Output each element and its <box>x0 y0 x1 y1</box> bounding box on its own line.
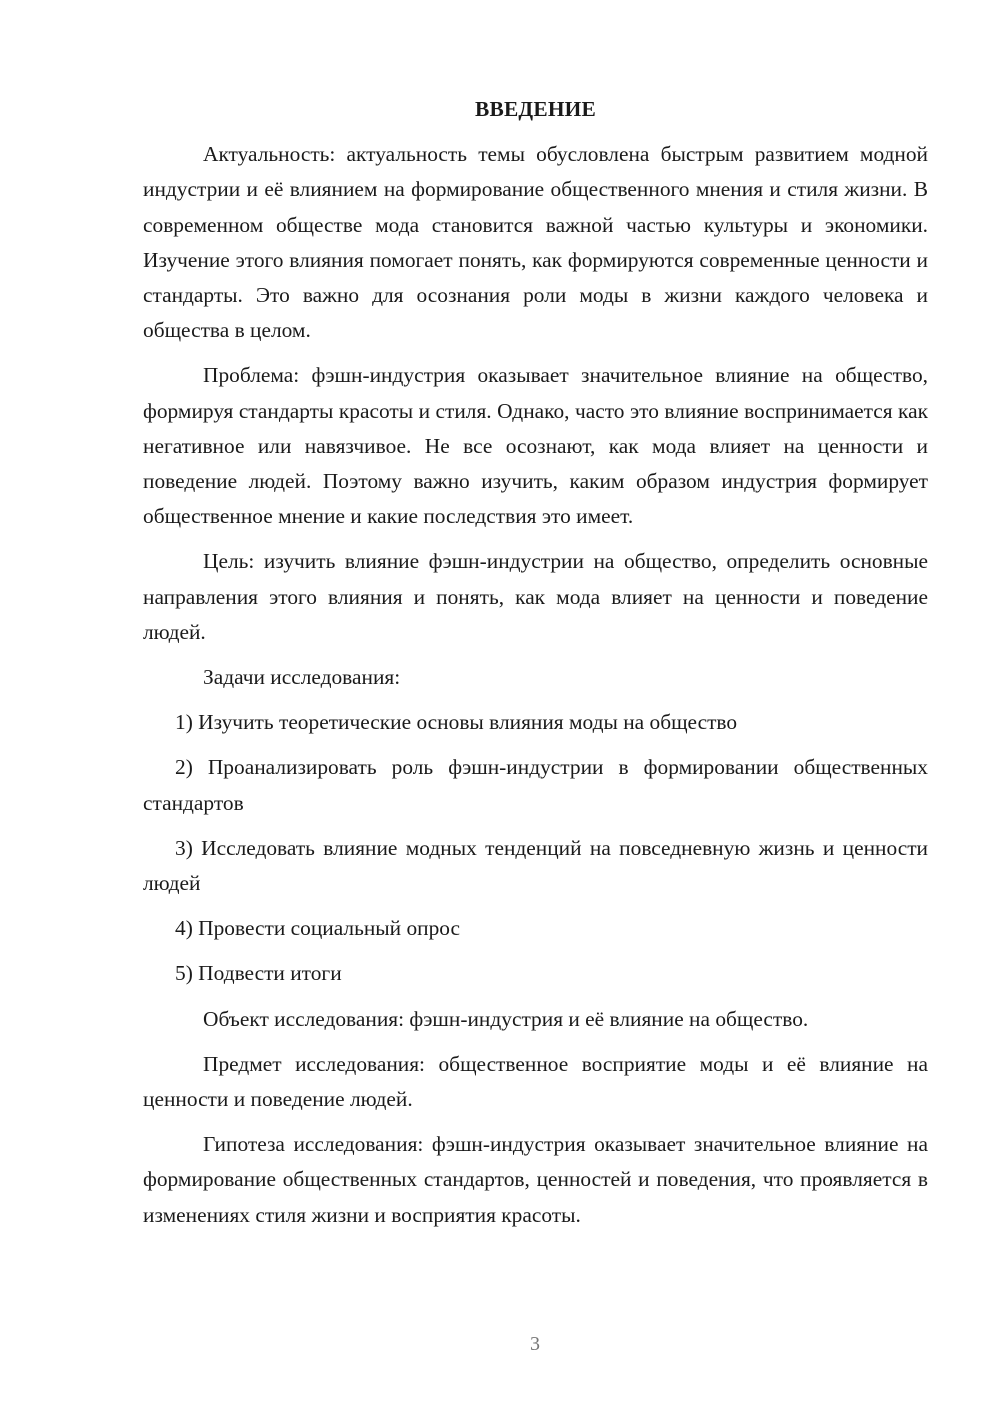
page-number: 3 <box>530 1333 540 1355</box>
paragraph-goal: Цель: изучить влияние фэшн-индустрии на общество, определить основные направления этого влияния и понять, как мода влияет на ценности и поведение людей. <box>143 549 928 644</box>
task-item-5: 5) Подвести итоги <box>175 961 342 986</box>
tasks-heading: Задачи исследования: <box>203 665 401 690</box>
paragraph-problem: Проблема: фэшн-индустрия оказывает значительное влияние на общество, формируя стандарты красоты и стиля. Однако, часто это влияние воспринимается как негативное или навязчивое. Не все осознают, как мода влияет на ценности и поведение людей. Поэтому важно изучить, каким образом индустрия формирует общественное мнение и какие последствия это имеет. <box>143 363 928 529</box>
section-title: ВВЕДЕНИЕ <box>475 97 596 121</box>
paragraph-relevance: Актуальность: актуальность темы обусловлена быстрым развитием модной индустрии и её влиянием на формирование общественного мнения и стиля жизни. В современном обществе мода становится важной частью культуры и экономики. Изучение этого влияния помогает понять, как формируются современные ценности и стандарты. Это важно для осознания роли моды в жизни каждого человека и общества в целом. <box>143 142 928 343</box>
paragraph-subject: Предмет исследования: общественное восприятие моды и её влияние на ценности и поведение людей. <box>143 1051 928 1112</box>
paragraph-hypothesis: Гипотеза исследования: фэшн-индустрия оказывает значительное влияние на формирование общественных стандартов, ценностей и поведения, что проявляется в изменениях стиля жизни и восприятия красоты. <box>143 1132 928 1227</box>
task-item-4: 4) Провести социальный опрос <box>175 916 461 941</box>
paragraph-object: Объект исследования: фэшн-индустрия и её влияние на общество. <box>203 1006 809 1031</box>
task-item-1: 1) Изучить теоретические основы влияния моды на общество <box>175 710 738 735</box>
task-item-2: 2) Проанализировать роль фэшн-индустрии в формировании общественных стандартов <box>143 755 928 815</box>
page-content <box>143 92 928 1233</box>
task-item-3: 3) Исследовать влияние модных тенденций на повседневную жизнь и ценности людей <box>143 835 928 896</box>
